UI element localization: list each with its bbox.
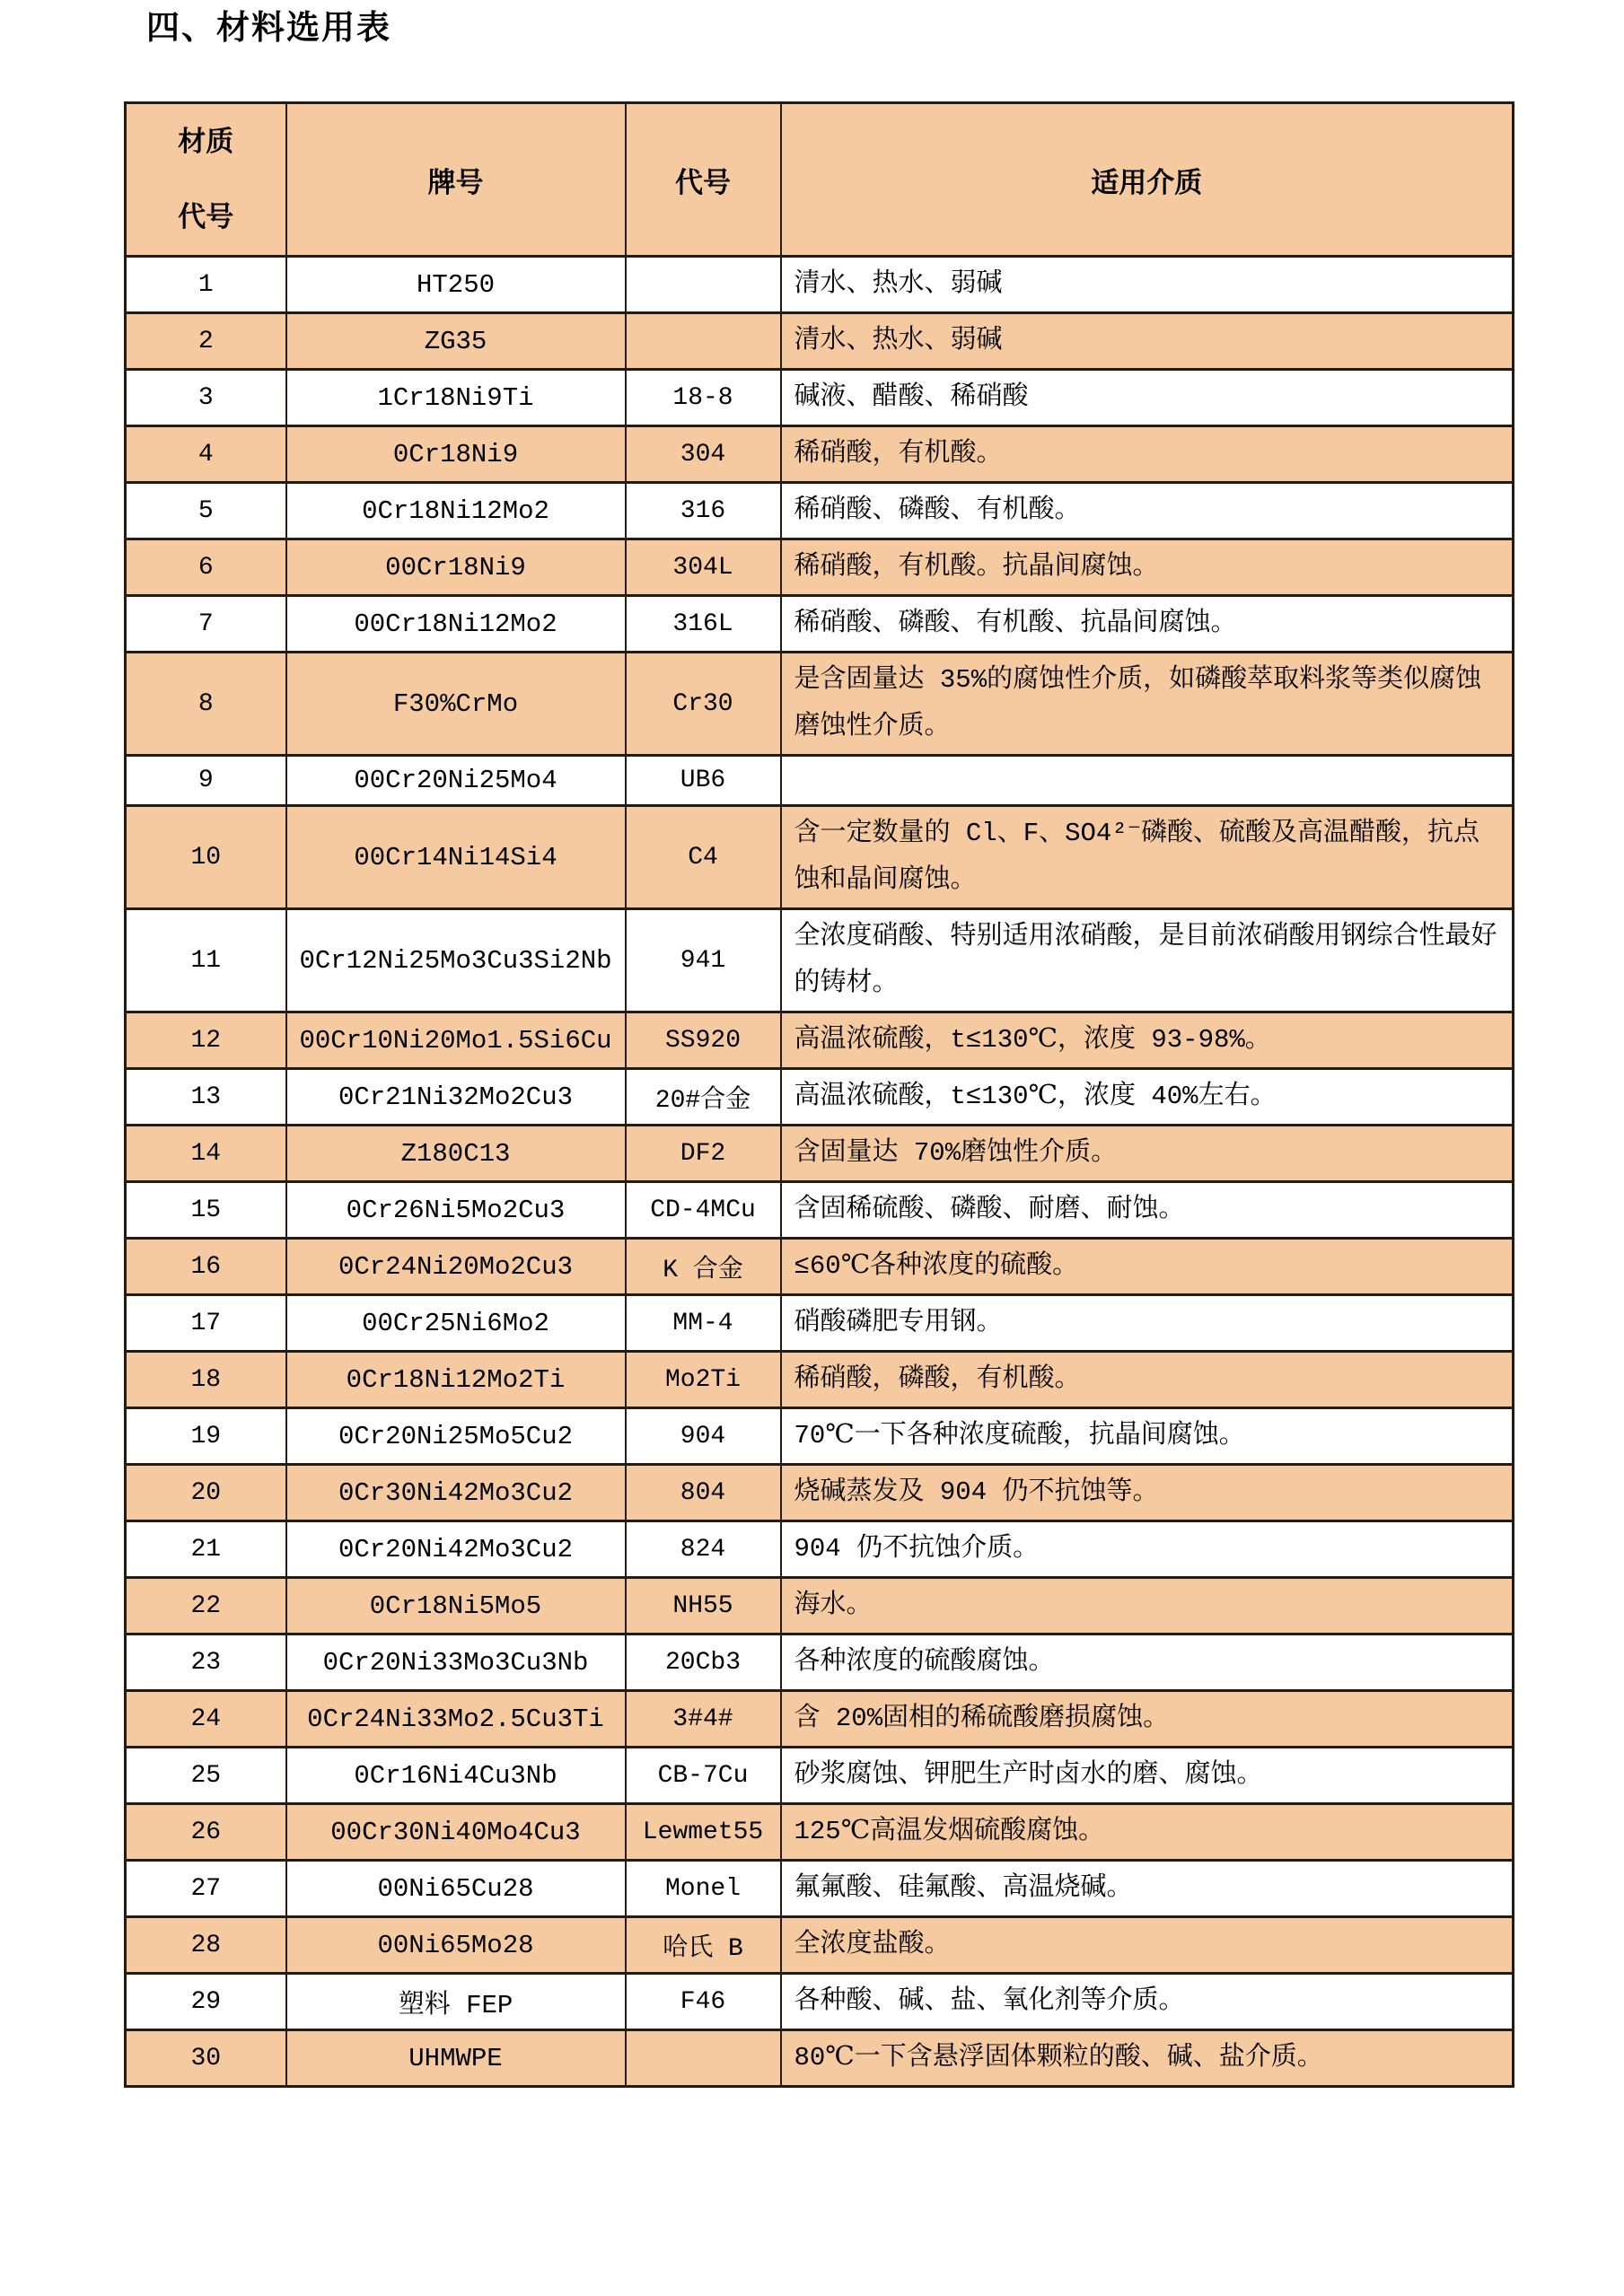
- cell-no: 15: [126, 1182, 286, 1239]
- cell-no: 8: [126, 653, 286, 756]
- cell-grade: 00Ni65Cu28: [286, 1861, 626, 1917]
- cell-media: 高温浓硫酸，t≤130℃，浓度 40%左右。: [781, 1069, 1514, 1126]
- cell-media: 硝酸磷肥专用钢。: [781, 1295, 1514, 1352]
- cell-code: 3#4#: [626, 1691, 781, 1748]
- cell-media: 稀硝酸，有机酸。: [781, 426, 1514, 483]
- cell-code: 304L: [626, 539, 781, 596]
- cell-no: 28: [126, 1917, 286, 1974]
- cell-grade: 0Cr20Ni42Mo3Cu2: [286, 1521, 626, 1578]
- cell-no: 9: [126, 756, 286, 806]
- table-row: [126, 1691, 1514, 1748]
- cell-media: 是含固量达 35%的腐蚀性介质，如磷酸萃取料浆等类似腐蚀磨蚀性介质。: [781, 653, 1514, 756]
- cell-code: F46: [626, 1974, 781, 2030]
- cell-grade: F30%CrMo: [286, 653, 626, 756]
- cell-code: [626, 2030, 781, 2087]
- cell-no: 27: [126, 1861, 286, 1917]
- cell-media: 904 仍不抗蚀介质。: [781, 1521, 1514, 1578]
- cell-grade: 0Cr18Ni5Mo5: [286, 1578, 626, 1634]
- table-row: [126, 653, 1514, 756]
- cell-no: 11: [126, 909, 286, 1012]
- cell-media: 全浓度盐酸。: [781, 1917, 1514, 1974]
- cell-grade: 0Cr24Ni20Mo2Cu3: [286, 1239, 626, 1295]
- table-row: [126, 1126, 1514, 1182]
- table-row: [126, 909, 1514, 1012]
- cell-no: 2: [126, 313, 286, 370]
- cell-grade: 塑料 FEP: [286, 1974, 626, 2030]
- table-row: [126, 1521, 1514, 1578]
- cell-media: 含固稀硫酸、磷酸、耐磨、耐蚀。: [781, 1182, 1514, 1239]
- cell-no: 23: [126, 1634, 286, 1691]
- cell-no: 25: [126, 1748, 286, 1804]
- cell-code: 18-8: [626, 370, 781, 426]
- table-row: [126, 596, 1514, 653]
- cell-code: NH55: [626, 1578, 781, 1634]
- cell-code: 20Cb3: [626, 1634, 781, 1691]
- table-row: [126, 483, 1514, 539]
- cell-media: 烧碱蒸发及 904 仍不抗蚀等。: [781, 1465, 1514, 1521]
- table-body: [126, 257, 1514, 2087]
- table-row: [126, 1917, 1514, 1974]
- header-grade: 牌号: [286, 103, 626, 257]
- cell-grade: 0Cr26Ni5Mo2Cu3: [286, 1182, 626, 1239]
- cell-media: 含 20%固相的稀硫酸磨损腐蚀。: [781, 1691, 1514, 1748]
- page-title: 四、材料选用表: [146, 10, 391, 47]
- header-designation: 代号: [626, 103, 781, 257]
- cell-code: 804: [626, 1465, 781, 1521]
- table-row: [126, 1634, 1514, 1691]
- table-row: [126, 370, 1514, 426]
- cell-code: Monel: [626, 1861, 781, 1917]
- cell-media: 稀硝酸，有机酸。抗晶间腐蚀。: [781, 539, 1514, 596]
- header-material-code: [126, 103, 286, 257]
- table-row: [126, 1012, 1514, 1069]
- cell-grade: 0Cr16Ni4Cu3Nb: [286, 1748, 626, 1804]
- cell-code: CB-7Cu: [626, 1748, 781, 1804]
- table-row: [126, 313, 1514, 370]
- table-row: [126, 1408, 1514, 1465]
- table-row: [126, 539, 1514, 596]
- table-row: [126, 1748, 1514, 1804]
- cell-no: 22: [126, 1578, 286, 1634]
- cell-media: 砂浆腐蚀、钾肥生产时卤水的磨、腐蚀。: [781, 1748, 1514, 1804]
- table-row: [126, 1069, 1514, 1126]
- cell-no: 4: [126, 426, 286, 483]
- cell-no: 13: [126, 1069, 286, 1126]
- header-applicable-media: 适用介质: [781, 103, 1514, 257]
- header-row: [126, 103, 1514, 257]
- table-header: [126, 103, 1514, 257]
- cell-grade: 00Cr20Ni25Mo4: [286, 756, 626, 806]
- cell-no: 1: [126, 257, 286, 313]
- cell-grade: 00Cr25Ni6Mo2: [286, 1295, 626, 1352]
- cell-media: 80℃一下含悬浮固体颗粒的酸、碱、盐介质。: [781, 2030, 1514, 2087]
- cell-media: 125℃高温发烟硫酸腐蚀。: [781, 1804, 1514, 1861]
- cell-media: 全浓度硝酸、特别适用浓硝酸，是目前浓硝酸用钢综合性最好的铸材。: [781, 909, 1514, 1012]
- cell-grade: HT250: [286, 257, 626, 313]
- cell-grade: UHMWPE: [286, 2030, 626, 2087]
- cell-no: 26: [126, 1804, 286, 1861]
- cell-grade: 0Cr18Ni12Mo2Ti: [286, 1352, 626, 1408]
- cell-code: 316: [626, 483, 781, 539]
- material-selection-table: [124, 101, 1514, 2088]
- cell-media: [781, 756, 1514, 806]
- cell-media: 海水。: [781, 1578, 1514, 1634]
- cell-code: Mo2Ti: [626, 1352, 781, 1408]
- cell-grade: 0Cr20Ni25Mo5Cu2: [286, 1408, 626, 1465]
- cell-code: DF2: [626, 1126, 781, 1182]
- cell-grade: Z180C13: [286, 1126, 626, 1182]
- cell-no: 18: [126, 1352, 286, 1408]
- table-row: [126, 1465, 1514, 1521]
- cell-grade: 0Cr24Ni33Mo2.5Cu3Ti: [286, 1691, 626, 1748]
- cell-media: 含固量达 70%磨蚀性介质。: [781, 1126, 1514, 1182]
- cell-no: 3: [126, 370, 286, 426]
- cell-grade: 00Cr14Ni14Si4: [286, 806, 626, 909]
- cell-media: 碱液、醋酸、稀硝酸: [781, 370, 1514, 426]
- table-row: [126, 1295, 1514, 1352]
- cell-code: 304: [626, 426, 781, 483]
- cell-media: 稀硝酸，磷酸，有机酸。: [781, 1352, 1514, 1408]
- cell-media: 清水、热水、弱碱: [781, 313, 1514, 370]
- header-material-code-line2: 代号: [178, 201, 234, 232]
- cell-grade: 1Cr18Ni9Ti: [286, 370, 626, 426]
- table-row: [126, 1182, 1514, 1239]
- cell-code: CD-4MCu: [626, 1182, 781, 1239]
- table-row: [126, 426, 1514, 483]
- cell-grade: 00Cr18Ni9: [286, 539, 626, 596]
- cell-media: 各种酸、碱、盐、氧化剂等介质。: [781, 1974, 1514, 2030]
- cell-code: UB6: [626, 756, 781, 806]
- cell-code: MM-4: [626, 1295, 781, 1352]
- table-row: [126, 1804, 1514, 1861]
- cell-grade: 00Cr10Ni20Mo1.5Si6Cu: [286, 1012, 626, 1069]
- cell-no: 16: [126, 1239, 286, 1295]
- table-row: [126, 1578, 1514, 1634]
- table-row: [126, 806, 1514, 909]
- cell-code: 20#合金: [626, 1069, 781, 1126]
- cell-code: Cr30: [626, 653, 781, 756]
- table-row: [126, 1239, 1514, 1295]
- cell-no: 5: [126, 483, 286, 539]
- cell-code: C4: [626, 806, 781, 909]
- table-row: [126, 2030, 1514, 2087]
- cell-no: 17: [126, 1295, 286, 1352]
- cell-code: [626, 313, 781, 370]
- table-row: [126, 756, 1514, 806]
- table-row: [126, 1352, 1514, 1408]
- cell-grade: 00Cr18Ni12Mo2: [286, 596, 626, 653]
- header-material-code-line1: 材质: [178, 126, 234, 157]
- cell-grade: 0Cr18Ni12Mo2: [286, 483, 626, 539]
- cell-media: 各种浓度的硫酸腐蚀。: [781, 1634, 1514, 1691]
- cell-grade: 0Cr21Ni32Mo2Cu3: [286, 1069, 626, 1126]
- cell-no: 12: [126, 1012, 286, 1069]
- cell-no: 10: [126, 806, 286, 909]
- cell-no: 19: [126, 1408, 286, 1465]
- cell-media: 稀硝酸、磷酸、有机酸。: [781, 483, 1514, 539]
- cell-media: 含一定数量的 Cl、F、SO4²⁻磷酸、硫酸及高温醋酸，抗点蚀和晶间腐蚀。: [781, 806, 1514, 909]
- cell-grade: 0Cr12Ni25Mo3Cu3Si2Nb: [286, 909, 626, 1012]
- table-row: [126, 1861, 1514, 1917]
- cell-grade: 0Cr20Ni33Mo3Cu3Nb: [286, 1634, 626, 1691]
- cell-media: ≤60℃各种浓度的硫酸。: [781, 1239, 1514, 1295]
- cell-no: 14: [126, 1126, 286, 1182]
- cell-code: 824: [626, 1521, 781, 1578]
- cell-code: Lewmet55: [626, 1804, 781, 1861]
- cell-grade: ZG35: [286, 313, 626, 370]
- cell-grade: 0Cr30Ni42Mo3Cu2: [286, 1465, 626, 1521]
- cell-code: K 合金: [626, 1239, 781, 1295]
- cell-code: 316L: [626, 596, 781, 653]
- cell-no: 30: [126, 2030, 286, 2087]
- cell-code: [626, 257, 781, 313]
- cell-code: 哈氏 B: [626, 1917, 781, 1974]
- cell-no: 24: [126, 1691, 286, 1748]
- cell-media: 清水、热水、弱碱: [781, 257, 1514, 313]
- cell-media: 70℃一下各种浓度硫酸，抗晶间腐蚀。: [781, 1408, 1514, 1465]
- cell-grade: 00Ni65Mo28: [286, 1917, 626, 1974]
- cell-no: 6: [126, 539, 286, 596]
- cell-media: 氟氟酸、硅氟酸、高温烧碱。: [781, 1861, 1514, 1917]
- table-row: [126, 257, 1514, 313]
- cell-code: 904: [626, 1408, 781, 1465]
- cell-no: 20: [126, 1465, 286, 1521]
- cell-media: 高温浓硫酸，t≤130℃，浓度 93-98%。: [781, 1012, 1514, 1069]
- table-row: [126, 1974, 1514, 2030]
- cell-no: 29: [126, 1974, 286, 2030]
- cell-no: 21: [126, 1521, 286, 1578]
- cell-code: 941: [626, 909, 781, 1012]
- cell-code: SS920: [626, 1012, 781, 1069]
- cell-grade: 00Cr30Ni40Mo4Cu3: [286, 1804, 626, 1861]
- cell-no: 7: [126, 596, 286, 653]
- cell-grade: 0Cr18Ni9: [286, 426, 626, 483]
- cell-media: 稀硝酸、磷酸、有机酸、抗晶间腐蚀。: [781, 596, 1514, 653]
